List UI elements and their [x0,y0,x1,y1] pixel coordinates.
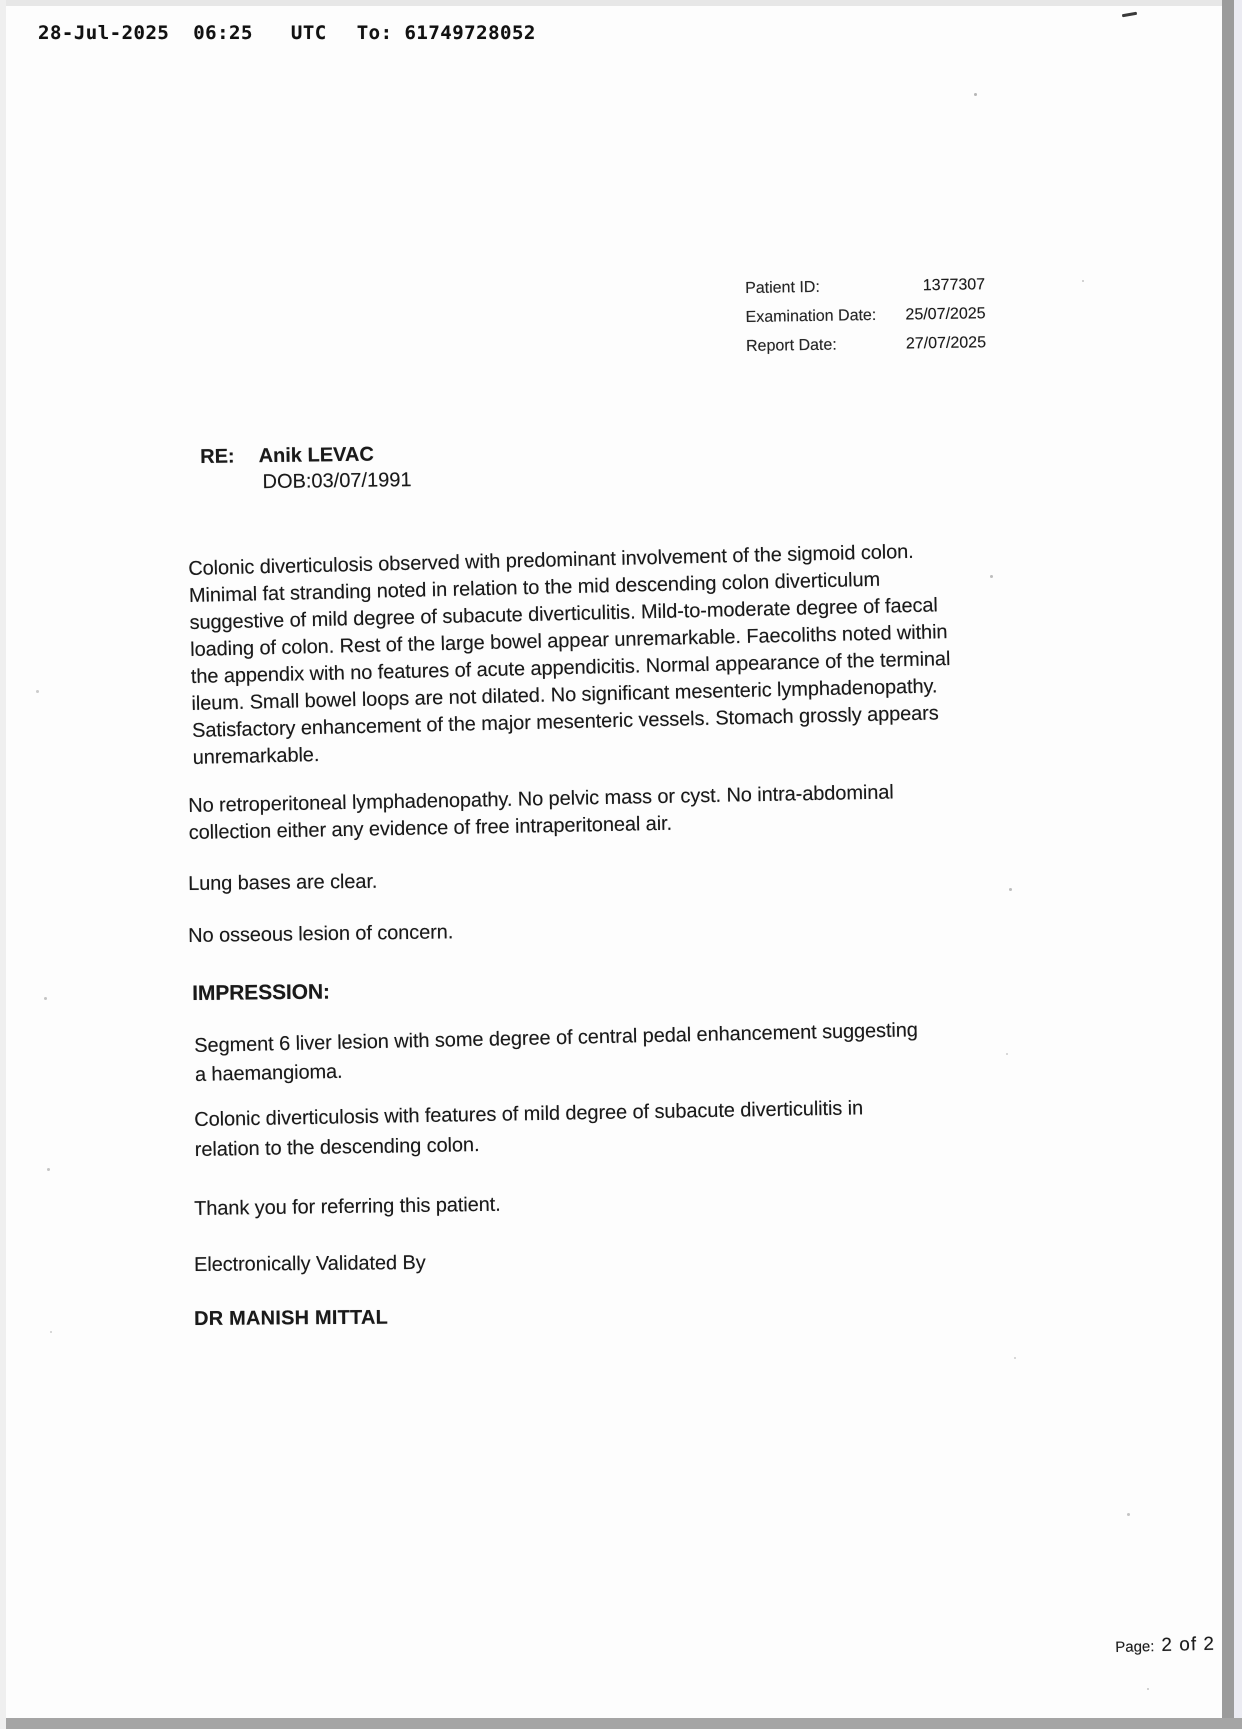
doctor-name: DR MANISH MITTAL [194,1306,389,1330]
scan-speck [1127,1513,1130,1516]
fax-timezone: UTC [290,22,327,44]
page-edge-left [0,0,6,1729]
findings-paragraph-4: No osseous lesion of concern. [188,921,454,947]
patient-name: Anik LEVAC [258,443,374,468]
patient-id-label: Patient ID: [745,278,820,297]
patient-id-value: 1377307 [922,276,986,295]
findings-paragraph-2: No retroperitoneal lymphadenopathy. No pelvic mass or cyst. No intra-abdominal collection either any evidence of free intraperitoneal air. [188,781,894,844]
meta-row-report-date [746,334,986,367]
patient-meta-block [745,276,986,367]
scan-speck [1006,1053,1008,1055]
impression-paragraph-2: Colonic diverticulosis with features of mild degree of subacute diverticulitis in relation to the descending colon. [194,1097,864,1161]
scan-speck [50,1331,52,1333]
scan-speck [1014,1357,1016,1359]
validation-line: Electronically Validated By [194,1251,426,1276]
impression-heading: IMPRESSION: [192,980,331,1005]
fax-header [38,22,536,44]
findings-paragraph-1: Colonic diverticulosis observed with predominant involvement of the sigmoid colon. Minimal fat stranding noted in relation to the mid descending colon diverticulum suggestive of mild degree of subacute diverticulitis. Mild-to-moderate degree of faecal loading of colon. Rest of the large bowel appear unremarkable. Faecoliths noted within the appendix with no features of acute appendicitis. Normal appearance of the terminal ileum. Small bowel loops are not dilated. No significant mesenteric lymphadenopathy. Satisfactory enhancement of the major mesenteric vessels. Stomach grossly appears unremarkable. [188,540,951,769]
page-edge-top [0,0,1242,6]
exam-date-value: 25/07/2025 [905,305,986,324]
scan-speck [36,690,39,693]
page-number-value: 2 of 2 [1161,1633,1216,1656]
closing-line: Thank you for referring this patient. [194,1193,501,1220]
page-edge-right-outer [1234,0,1242,1729]
report-date-value: 27/07/2025 [905,334,987,353]
patient-dob: DOB:03/07/1991 [262,469,412,494]
scan-speck [1147,1688,1149,1690]
report-date-label: Report Date: [745,336,837,355]
page-edge-right [1222,0,1234,1729]
fax-recipient: To: 61749728052 [356,22,536,44]
scan-speck [1082,280,1084,282]
re-line [200,441,411,470]
page-edge-bottom [6,1718,1242,1729]
scan-speck [974,93,977,96]
page-number-label: Page: [1115,1638,1155,1656]
findings-paragraph-3: Lung bases are clear. [188,870,378,895]
re-label: RE: [200,445,235,468]
scan-speck [44,997,47,1000]
meta-row-patient-id [745,276,985,309]
page-footer [1115,1634,1215,1658]
re-block [200,441,412,496]
scan-speck [1009,888,1012,891]
exam-date-label: Examination Date: [745,306,877,326]
meta-row-exam-date [745,305,985,338]
impression-paragraph-1: Segment 6 liver lesion with some degree of central pedal enhancement suggesting a haemangioma. [194,1019,919,1086]
corner-dash-mark [1122,12,1137,18]
scan-speck [990,575,993,578]
scan-speck [47,1168,50,1171]
fax-datetime: 28-Jul-2025 06:25 [38,22,253,44]
